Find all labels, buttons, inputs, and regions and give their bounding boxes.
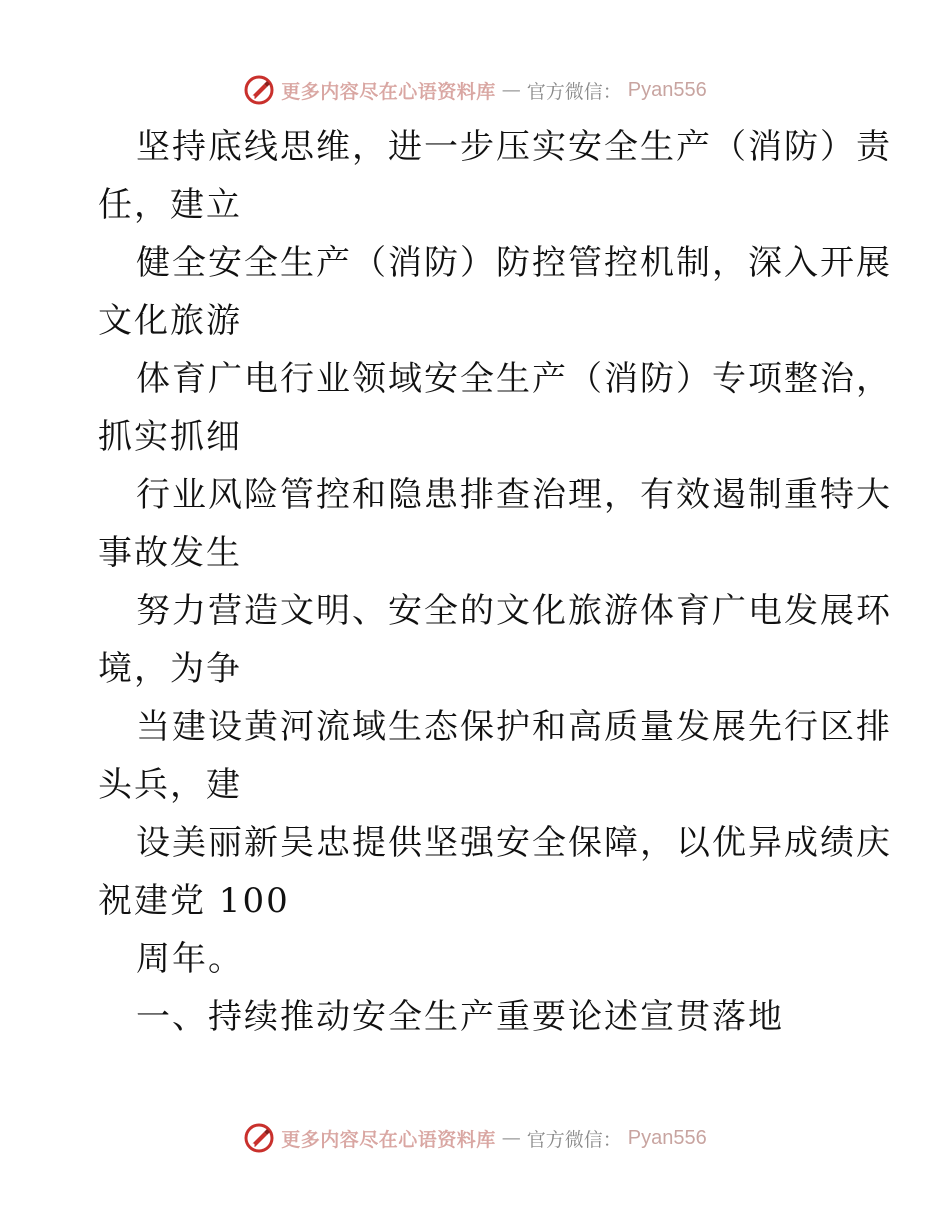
header-watermark <box>0 70 950 110</box>
watermark-wechat-label: 官方微信： <box>526 1128 622 1151</box>
watermark-dash: — <box>501 79 521 101</box>
body-line: 事故发生 <box>98 533 242 573</box>
document-body <box>98 118 892 1046</box>
body-line: 坚持底线思维，进一步压实安全生产（消防）责 <box>136 127 892 167</box>
watermark-wechat-label: 官方微信： <box>526 80 622 103</box>
body-line: 健全安全生产（消防）防控管控机制，深入开展 <box>136 243 892 283</box>
body-line: 境，为争 <box>98 649 242 689</box>
body-line: 任，建立 <box>98 185 242 225</box>
watermark-handle: Pyan556 <box>627 78 707 101</box>
body-line: 行业风险管控和隐患排查治理，有效遏制重特大 <box>136 475 892 515</box>
footer-watermark <box>0 1118 950 1158</box>
watermark-dash: — <box>501 1127 521 1149</box>
watermark-text: 更多内容尽在心语资料库 <box>281 1128 496 1151</box>
body-line: 头兵，建 <box>98 765 242 805</box>
watermark-handle: Pyan556 <box>627 1126 707 1149</box>
body-line: 设美丽新吴忠提供坚强安全保障，以优异成绩庆 <box>136 823 892 863</box>
body-line: 当建设黄河流域生态保护和高质量发展先行区排 <box>136 707 892 747</box>
section-heading: 一、持续推动安全生产重要论述宣贯落地 <box>136 997 784 1037</box>
body-line: 文化旅游 <box>98 301 242 341</box>
body-line: 抓实抓细 <box>98 417 242 457</box>
pen-logo-icon <box>243 74 275 106</box>
body-line: 周年。 <box>136 939 244 979</box>
body-line: 体育广电行业领域安全生产（消防）专项整治， <box>136 359 892 399</box>
pen-logo-icon <box>243 1122 275 1154</box>
body-line: 祝建党 100 <box>98 881 290 921</box>
watermark-text: 更多内容尽在心语资料库 <box>281 80 496 103</box>
body-line: 努力营造文明、安全的文化旅游体育广电发展环 <box>136 591 892 631</box>
